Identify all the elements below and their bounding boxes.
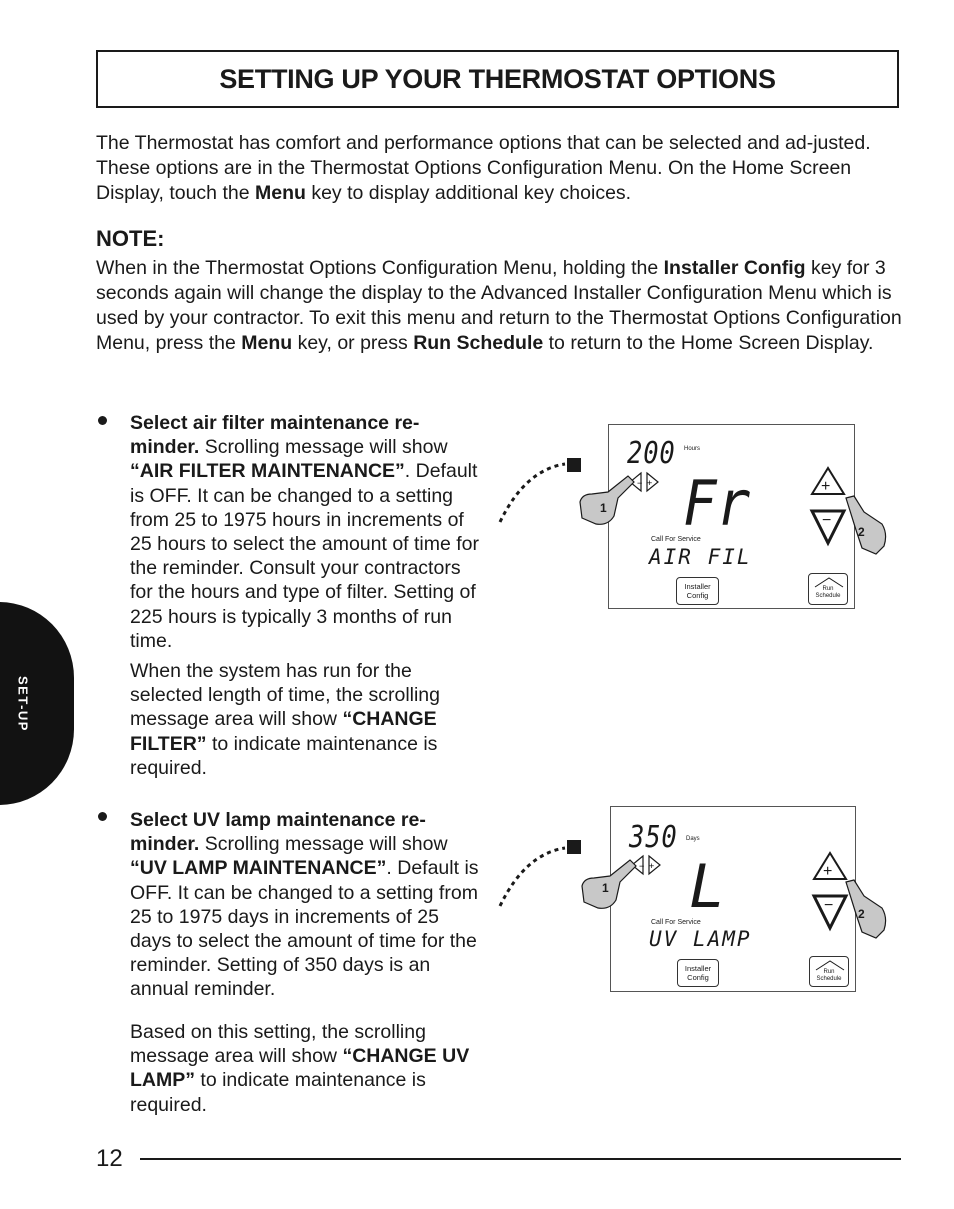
run-label: Run [822,586,834,592]
pointing-hand-1-icon [580,856,638,912]
run-schedule-term: Run Schedule [413,332,544,354]
run-schedule-button[interactable] [808,573,848,605]
schedule-label: Schedule [816,975,842,982]
pointing-hand-2-icon [842,878,890,940]
followup-text-end: to indicate maintenance is required. [130,1069,426,1116]
item-lead: Select air filter maintenance re-minder. [130,412,420,459]
installer-config-term: Installer Config [663,257,806,279]
step-number: 1 [602,881,609,895]
step-number: 2 [858,525,865,539]
item-uv-lamp-followup [130,1020,475,1117]
followup-quote: “CHANGE FILTER” [130,708,437,755]
item-air-filter [130,411,485,653]
item-uv-lamp [130,808,485,1002]
step-number: 2 [858,907,865,921]
item-lead: Select UV lamp maintenance re-minder. [130,809,426,856]
followup-text: Based on this setting, the scrolling message area will show [130,1021,426,1068]
item-air-filter-followup [130,659,475,780]
lcd-unit: Days [686,836,700,842]
title-box [96,50,899,108]
side-tab-label: SET-UP [15,676,31,732]
call-for-service-label: Call For Service [651,536,701,543]
svg-text:−: − [637,478,643,488]
item-quote: “AIR FILTER MAINTENANCE” [130,460,405,483]
installer-config-button[interactable] [677,959,719,987]
note-paragraph [96,256,908,356]
item-text: Scrolling message will show [199,833,448,856]
note-text-1: When in the Thermostat Options Configuration Menu, holding the [96,257,664,279]
step-number: 1 [600,501,607,515]
installer-label: Installer [684,582,711,591]
page-number: 12 [96,1145,123,1172]
note-text-4: to return to the Home Screen Display. [543,332,874,354]
lcd-unit: Hours [684,446,701,452]
note-text-2: key for 3 seconds again will change the display to the Advanced Installer Configuration Menu which is used by your contractor. To exit this menu and return to the Thermostat Options Configuration Menu, press the [96,257,902,354]
lcd-message: AIR FIL [649,545,752,569]
config-label: Config [686,591,709,600]
lcd-message: UV LAMP [649,927,752,951]
dashed-pointer-icon [495,450,590,530]
note-text-3: key, or press [292,332,414,354]
note-heading: NOTE: [96,226,165,251]
pointing-hand-1-icon [578,472,636,528]
intro-paragraph [96,131,908,206]
thermostat-screen-uv-lamp [610,806,856,992]
dashed-pointer-icon [495,834,590,914]
menu-term: Menu [241,332,293,354]
bullet-icon [98,416,107,425]
config-label: Config [687,973,709,982]
footer-rule [140,1158,901,1160]
section-side-tab [0,602,74,805]
thermostat-screen-air-filter [608,424,855,609]
lcd-value: 350 [629,820,678,855]
house-icon [813,576,845,588]
intro-text-end: key to display additional key choices. [305,182,632,204]
svg-text:−: − [639,861,645,871]
run-label: Run [823,968,835,975]
house-icon [814,959,846,971]
menu-key-term: Menu [254,182,306,204]
installer-label: Installer [684,964,712,973]
item-quote: “UV LAMP MAINTENANCE” [130,857,387,880]
pointing-hand-2-icon [842,494,890,556]
item-text-2: . Default is OFF. It can be changed to a setting from 25 to 1975 days in increments of 25 days to select the amount of time for the reminder. Setting of 350 days is an annual reminder. [130,857,479,1001]
followup-quote: “CHANGE UV LAMP” [130,1045,470,1092]
intro-text: The Thermostat has comfort and performance options that can be selected and ad-justed. These options are in the Thermostat Options Configuration Menu. On the Home Screen Display, touch the [96,132,871,204]
page-title: SETTING UP YOUR THERMOSTAT OPTIONS [219,63,776,94]
item-text: Scrolling message will show [199,436,448,459]
svg-text:+: + [821,478,831,495]
lcd-code: L [689,852,726,922]
followup-text: When the system has run for the selected length of time, the scrolling message area will show [130,660,441,731]
svg-text:−: − [824,897,834,914]
installer-config-button[interactable] [676,577,719,605]
lcd-code: Fr [683,467,751,540]
svg-text:+: + [823,863,833,880]
svg-text:+: + [649,861,655,871]
item-text-2: . Default is OFF. It can be changed to a setting from 25 to 1975 hours in increments of 25 hours to select the amount of time for the reminder. Consult your contractors for the hours and type of filter. Setting of 225 hours is typically 3 months of run time. [130,460,480,652]
lcd-value: 200 [627,436,676,471]
svg-text:+: + [647,478,653,488]
schedule-label: Schedule [815,593,841,599]
svg-text:−: − [822,512,832,529]
followup-text-end: to indicate maintenance is required. [130,732,438,779]
call-for-service-label: Call For Service [651,919,701,926]
bullet-icon [98,812,107,821]
run-schedule-button[interactable] [809,956,849,987]
